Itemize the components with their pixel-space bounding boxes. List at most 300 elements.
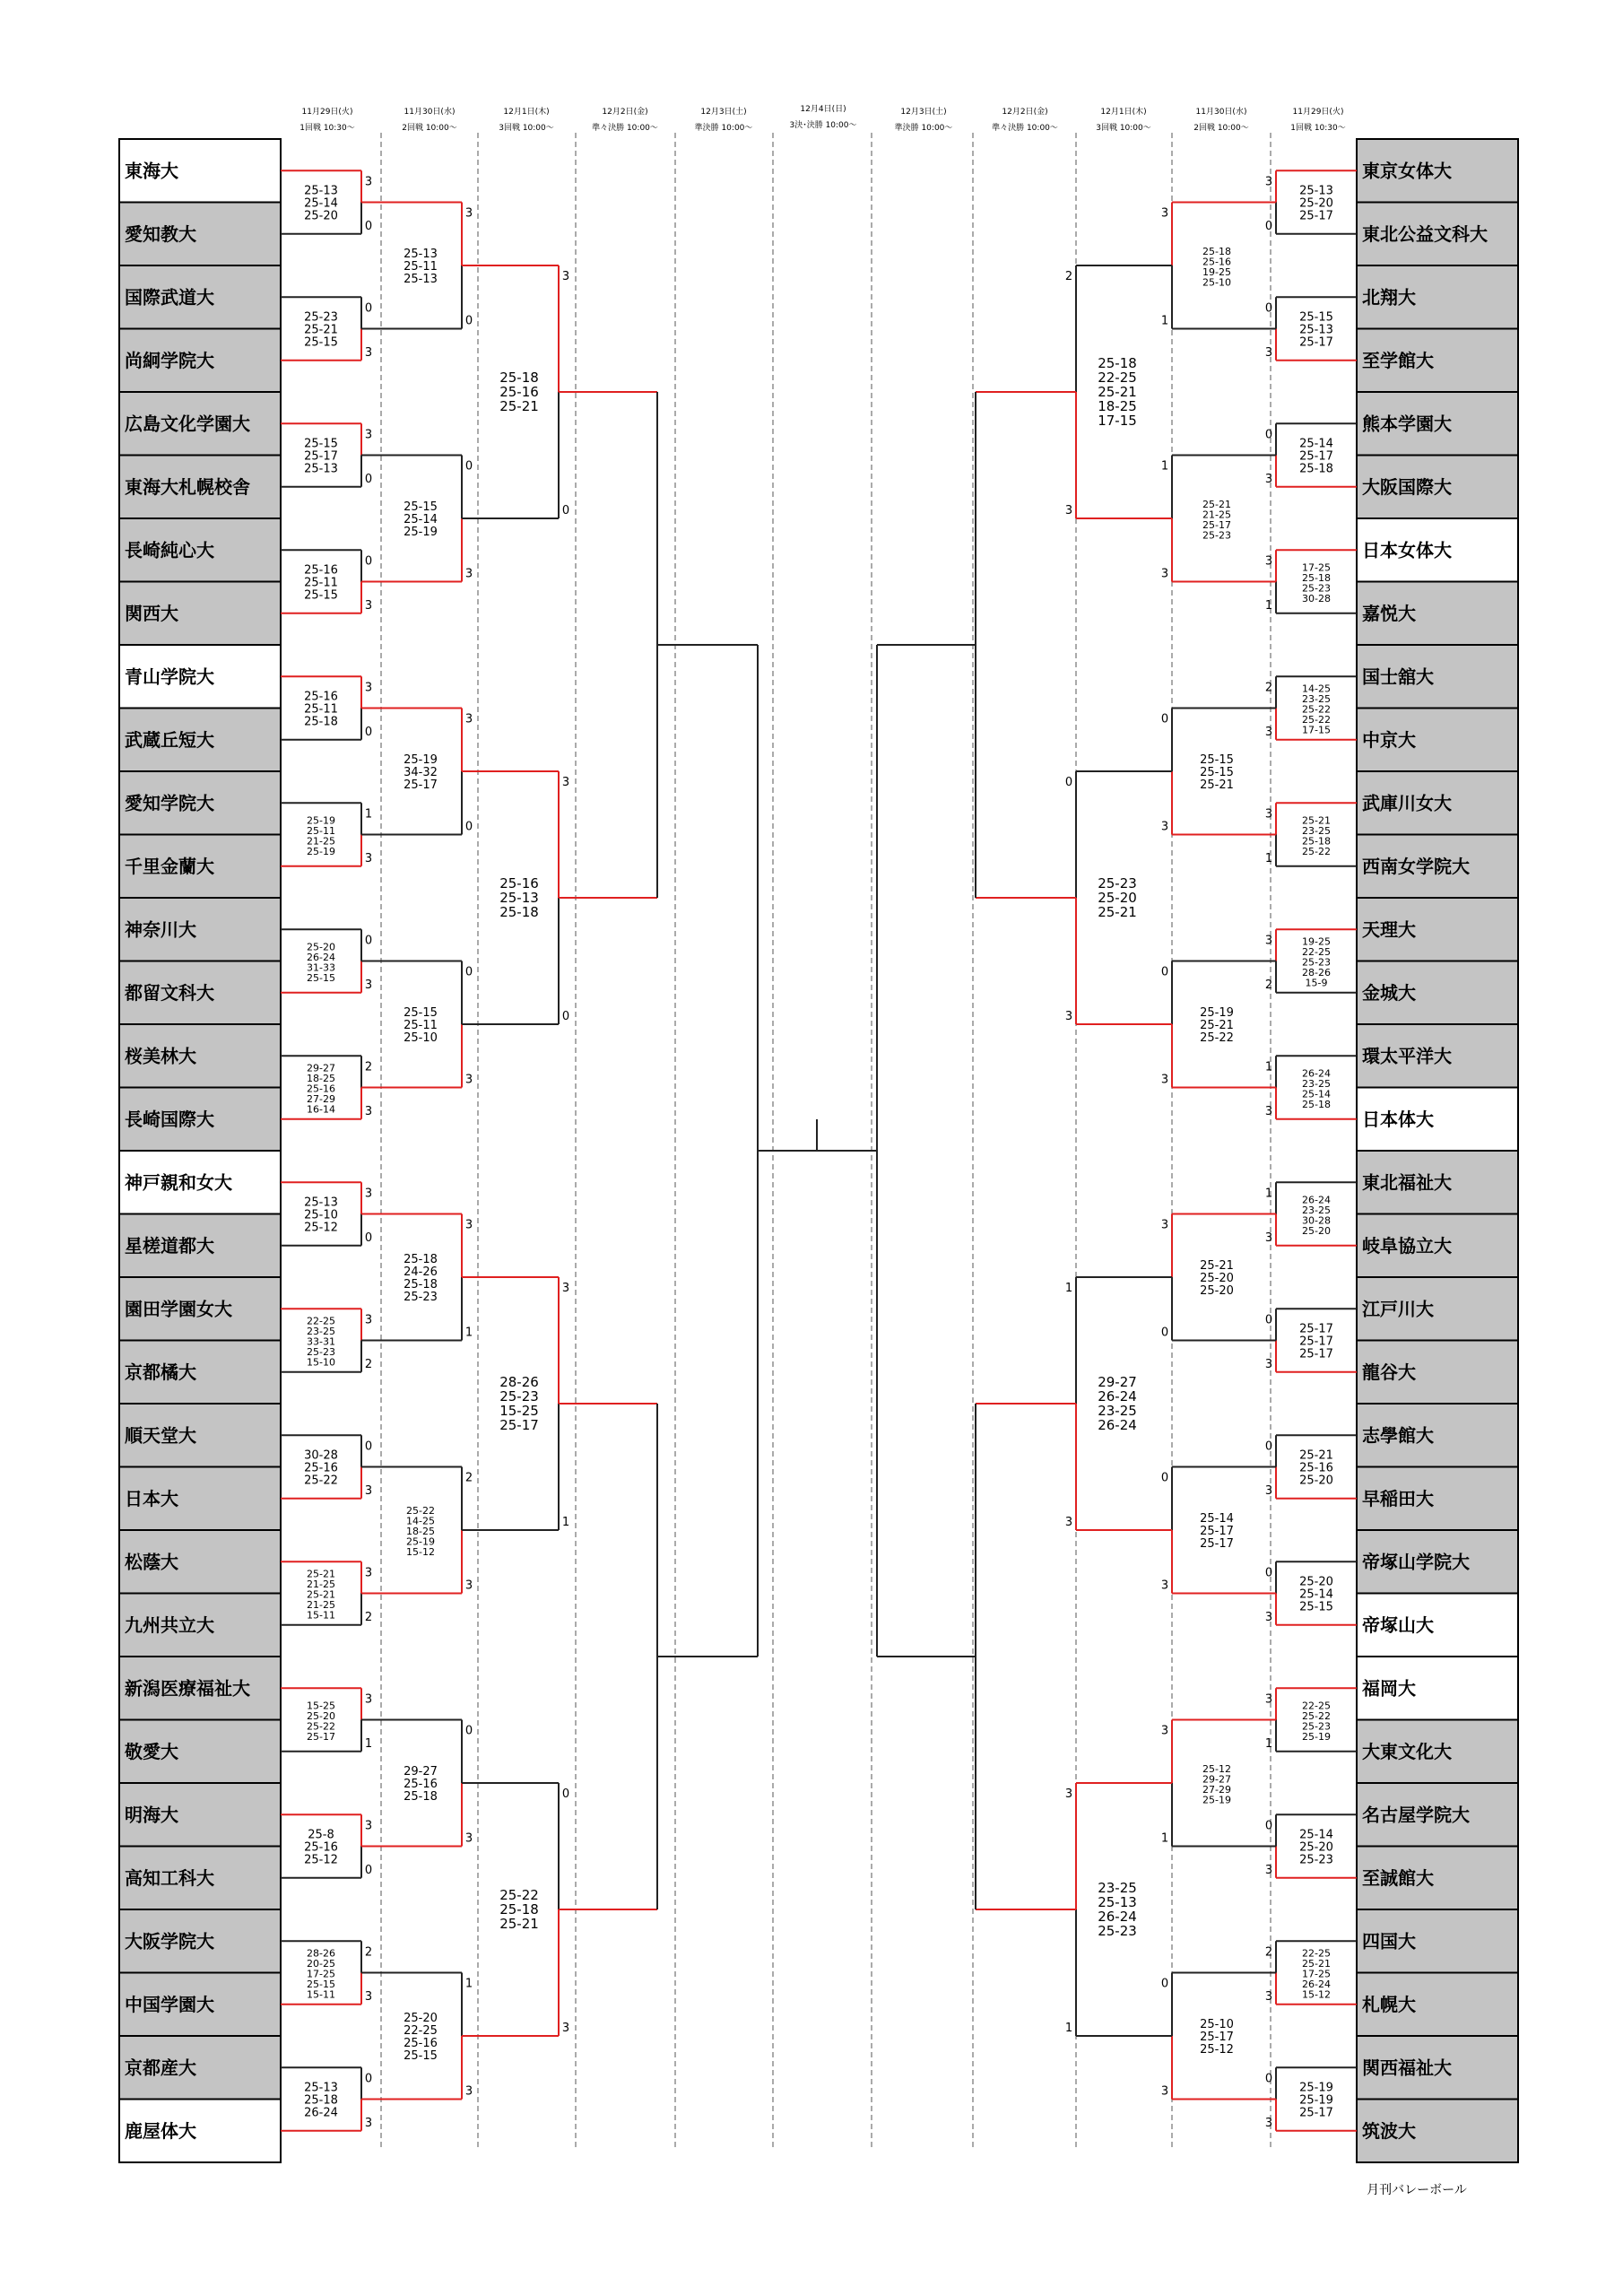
set-result: 0 xyxy=(364,2072,373,2086)
set-result: 3 xyxy=(1264,1692,1273,1707)
set-result: 3 xyxy=(1064,504,1073,517)
set-result: 3 xyxy=(1264,1863,1273,1877)
team-name: 東海大札幌校舎 xyxy=(125,475,250,498)
set-score: 25-19 xyxy=(1302,1730,1331,1743)
set-score: 23-25 xyxy=(1302,824,1331,837)
set-result: 1 xyxy=(561,1516,570,1529)
team-name: 大阪国際大 xyxy=(1362,475,1452,498)
team-name: 神奈川大 xyxy=(125,918,196,941)
set-result: 0 xyxy=(1064,776,1073,789)
set-score: 25-18 xyxy=(1299,462,1333,476)
set-score: 25-23 xyxy=(1302,582,1331,595)
set-score: 25-17 xyxy=(1299,449,1333,464)
set-result: 3 xyxy=(364,428,373,442)
team-name: 龍谷大 xyxy=(1362,1361,1416,1383)
set-result: 2 xyxy=(1264,681,1273,695)
set-result: 0 xyxy=(1160,1326,1169,1340)
set-score: 25-21 xyxy=(499,398,539,414)
set-score: 25-17 xyxy=(1299,1335,1333,1349)
set-score: 22-25 xyxy=(1302,1700,1331,1712)
team-name: 愛知学院大 xyxy=(125,792,214,814)
set-result: 0 xyxy=(464,965,473,979)
set-score: 25-18 xyxy=(1302,1098,1331,1110)
set-score: 25-15 xyxy=(1200,766,1234,779)
set-result: 3 xyxy=(1264,1104,1273,1118)
set-score: 25-16 xyxy=(304,1461,338,1475)
set-score: 25-17 xyxy=(1200,1537,1234,1551)
set-score: 25-23 xyxy=(307,1346,335,1358)
round-name: 3回戦 10:00～ xyxy=(499,124,554,133)
team-name: 都留文科大 xyxy=(125,981,214,1004)
set-score: 25-17 xyxy=(404,778,438,792)
set-score: 25-20 xyxy=(1299,1840,1333,1855)
team-name: 中京大 xyxy=(1362,728,1416,751)
team-name: 松蔭大 xyxy=(125,1551,178,1573)
team-name: 園田学園女大 xyxy=(125,1298,232,1320)
set-score: 31-33 xyxy=(307,961,335,974)
set-result: 1 xyxy=(1264,598,1273,613)
round-date: 11月29日(火) xyxy=(1292,108,1344,117)
round-date: 12月3日(土) xyxy=(900,108,947,117)
set-score: 25-22 xyxy=(1302,703,1331,716)
round-name: 準決勝 10:00～ xyxy=(694,124,753,133)
set-score: 25-17 xyxy=(304,449,338,464)
round-date: 11月30日(水) xyxy=(1195,108,1247,117)
set-score: 14-25 xyxy=(406,1515,435,1527)
set-result: 3 xyxy=(364,1989,373,2004)
team-name: 中国学園大 xyxy=(125,1993,214,2015)
set-result: 3 xyxy=(364,1313,373,1327)
set-result: 3 xyxy=(1264,1610,1273,1624)
set-result: 0 xyxy=(364,725,373,739)
round-date: 11月30日(水) xyxy=(404,108,456,117)
set-score: 25-11 xyxy=(304,576,338,590)
set-score: 25-18 xyxy=(1302,571,1331,584)
set-score: 25-13 xyxy=(1299,184,1333,198)
set-score: 25-21 xyxy=(1302,1958,1331,1970)
team-name: 明海大 xyxy=(125,1804,178,1826)
set-score: 25-12 xyxy=(1200,2043,1234,2057)
set-result: 3 xyxy=(464,2084,473,2099)
team-name: 国際武道大 xyxy=(125,286,214,309)
set-score: 26-24 xyxy=(304,2106,338,2120)
team-name: 神戸親和女大 xyxy=(125,1171,232,1194)
set-score: 29-27 xyxy=(1202,1773,1231,1786)
set-result: 3 xyxy=(1264,472,1273,486)
set-result: 0 xyxy=(1264,1566,1273,1580)
set-result: 0 xyxy=(1264,219,1273,233)
set-score: 25-20 xyxy=(1200,1284,1234,1298)
set-score: 25-21 xyxy=(1202,498,1231,510)
set-score: 25-22 xyxy=(307,1720,335,1733)
set-score: 25-18 xyxy=(1202,245,1231,257)
set-result: 3 xyxy=(1160,567,1169,581)
set-result: 0 xyxy=(1264,1313,1273,1327)
set-result: 3 xyxy=(364,1104,373,1118)
team-name: 武蔵丘短大 xyxy=(125,728,214,751)
set-score: 25-12 xyxy=(1202,1762,1231,1775)
set-score: 25-20 xyxy=(304,209,338,223)
set-score: 25-23 xyxy=(1302,956,1331,969)
set-result: 3 xyxy=(1264,725,1273,739)
set-result: 3 xyxy=(464,1218,473,1232)
set-result: 0 xyxy=(364,219,373,233)
set-result: 3 xyxy=(364,1187,373,1201)
set-score: 25-17 xyxy=(1200,2031,1234,2044)
set-score: 28-26 xyxy=(1302,967,1331,978)
set-score: 15-11 xyxy=(307,1609,335,1622)
set-score: 25-13 xyxy=(1098,1894,1137,1910)
team-name: 愛知教大 xyxy=(125,222,196,245)
set-score: 26-24 xyxy=(1302,1194,1331,1206)
set-score: 25-23 xyxy=(1098,1923,1137,1939)
set-score: 15-25 xyxy=(307,1700,335,1712)
round-date: 12月1日(木) xyxy=(503,108,550,117)
set-result: 1 xyxy=(1160,459,1169,474)
team-name: 鹿屋体大 xyxy=(125,2119,196,2142)
set-score: 27-29 xyxy=(1202,1783,1231,1796)
set-score: 25-21 xyxy=(1098,904,1137,920)
set-score: 17-25 xyxy=(307,1968,335,1980)
set-score: 27-29 xyxy=(307,1093,335,1105)
set-result: 1 xyxy=(1160,1831,1169,1846)
set-result: 3 xyxy=(1264,807,1273,822)
set-result: 2 xyxy=(364,1357,373,1371)
set-score: 15-11 xyxy=(307,1988,335,2001)
set-result: 3 xyxy=(1064,1787,1073,1801)
set-result: 0 xyxy=(464,1724,473,1738)
set-score: 17-25 xyxy=(1302,561,1331,574)
set-score: 25-16 xyxy=(404,1778,438,1791)
set-score: 17-25 xyxy=(1302,1968,1331,1980)
set-score: 25-22 xyxy=(1200,1031,1234,1045)
set-score: 25-14 xyxy=(404,513,438,526)
set-score: 25-8 xyxy=(308,1828,334,1842)
set-result: 0 xyxy=(364,1863,373,1877)
set-result: 3 xyxy=(464,712,473,726)
set-score: 18-25 xyxy=(406,1526,435,1537)
set-result: 3 xyxy=(464,567,473,581)
round-name: 準決勝 10:00～ xyxy=(894,124,953,133)
set-score: 25-10 xyxy=(1202,276,1231,289)
set-score: 25-13 xyxy=(304,184,338,198)
set-result: 3 xyxy=(1064,1516,1073,1529)
set-result: 3 xyxy=(561,776,570,789)
set-result: 3 xyxy=(1160,1724,1169,1738)
set-score: 25-19 xyxy=(1299,2081,1333,2095)
set-score: 25-16 xyxy=(499,875,539,891)
set-result: 0 xyxy=(464,314,473,328)
set-score: 25-16 xyxy=(304,1840,338,1855)
team-name: 東北福祉大 xyxy=(1362,1171,1452,1194)
team-name: 北翔大 xyxy=(1362,286,1416,309)
set-score: 25-20 xyxy=(404,2012,438,2025)
team-name: 長崎国際大 xyxy=(125,1108,214,1130)
set-result: 3 xyxy=(1160,1073,1169,1087)
set-result: 1 xyxy=(464,1326,473,1340)
team-name: 早稲田大 xyxy=(1362,1487,1434,1509)
set-score: 25-21 xyxy=(499,1916,539,1932)
team-name: 西南女学院大 xyxy=(1362,855,1470,877)
set-score: 25-15 xyxy=(1200,753,1234,767)
team-name: 志學館大 xyxy=(1362,1424,1434,1447)
set-score: 23-25 xyxy=(1302,1204,1331,1216)
team-name: 日本大 xyxy=(125,1487,178,1509)
set-score: 25-15 xyxy=(1299,310,1333,325)
set-result: 0 xyxy=(1160,965,1169,979)
set-score: 29-27 xyxy=(404,1765,438,1779)
set-result: 3 xyxy=(561,1282,570,1295)
set-result: 1 xyxy=(464,1977,473,1991)
set-result: 3 xyxy=(464,1578,473,1593)
set-score: 25-19 xyxy=(404,753,438,767)
set-score: 25-15 xyxy=(404,2049,438,2063)
set-result: 0 xyxy=(1160,1471,1169,1485)
set-score: 25-16 xyxy=(499,384,539,400)
set-result: 0 xyxy=(364,1439,373,1454)
set-score: 18-25 xyxy=(307,1073,335,1084)
set-score: 25-14 xyxy=(1299,1587,1333,1602)
set-score: 25-19 xyxy=(406,1535,435,1548)
set-result: 0 xyxy=(464,820,473,834)
set-score: 22-25 xyxy=(307,1315,335,1327)
team-name: 名古屋学院大 xyxy=(1362,1804,1470,1826)
set-score: 25-15 xyxy=(307,971,335,984)
set-result: 2 xyxy=(1064,270,1073,283)
set-result: 3 xyxy=(464,1073,473,1087)
team-name: 嘉悦大 xyxy=(1362,602,1416,624)
set-score: 25-16 xyxy=(307,1083,335,1095)
set-score: 29-27 xyxy=(1098,1374,1137,1390)
team-name: 順天堂大 xyxy=(125,1424,196,1447)
set-score: 26-24 xyxy=(307,951,335,963)
set-result: 3 xyxy=(364,978,373,992)
set-result: 0 xyxy=(1264,2072,1273,2086)
set-score: 19-25 xyxy=(1202,265,1231,278)
set-score: 25-13 xyxy=(404,273,438,286)
set-result: 1 xyxy=(1264,1187,1273,1201)
set-score: 30-28 xyxy=(1302,1214,1331,1227)
team-name: 東海大 xyxy=(125,160,178,182)
set-score: 25-13 xyxy=(304,1196,338,1210)
set-result: 3 xyxy=(364,2116,373,2130)
team-name: 星槎道都大 xyxy=(125,1234,214,1257)
team-name: 大阪学院大 xyxy=(125,1930,214,1952)
set-score: 25-19 xyxy=(404,526,438,539)
set-score: 25-20 xyxy=(1299,1474,1333,1488)
set-score: 25-23 xyxy=(1098,875,1137,891)
set-score: 25-15 xyxy=(404,1006,438,1020)
set-score: 25-18 xyxy=(404,1790,438,1804)
round-name: 準々決勝 10:00～ xyxy=(992,124,1058,133)
set-score: 25-21 xyxy=(307,1588,335,1601)
round-date: 12月3日(土) xyxy=(700,108,747,117)
set-result: 3 xyxy=(364,345,373,360)
set-result: 3 xyxy=(1160,820,1169,834)
set-score: 25-18 xyxy=(304,2093,338,2108)
set-score: 25-18 xyxy=(1098,355,1137,371)
set-result: 0 xyxy=(364,1231,373,1245)
set-score: 25-13 xyxy=(1299,323,1333,337)
team-name: 青山学院大 xyxy=(125,665,214,688)
set-score: 25-18 xyxy=(1302,835,1331,848)
set-score: 25-13 xyxy=(304,2081,338,2095)
set-score: 25-10 xyxy=(1200,2018,1234,2031)
set-score: 25-19 xyxy=(1202,1794,1231,1806)
set-result: 3 xyxy=(1160,1218,1169,1232)
set-result: 1 xyxy=(1064,1282,1073,1295)
set-score: 34-32 xyxy=(404,766,438,779)
team-name: 新潟医療福祉大 xyxy=(125,1677,250,1700)
set-score: 15-25 xyxy=(499,1403,539,1419)
set-score: 25-18 xyxy=(499,370,539,386)
set-score: 25-16 xyxy=(304,563,338,578)
set-score: 25-17 xyxy=(499,1417,539,1433)
set-score: 23-25 xyxy=(1098,1880,1137,1896)
set-score: 15-12 xyxy=(406,1546,435,1558)
set-score: 25-18 xyxy=(404,1278,438,1292)
team-name: 江戸川大 xyxy=(1362,1298,1434,1320)
team-name: 至学館大 xyxy=(1362,349,1434,371)
team-name: 帝塚山学院大 xyxy=(1362,1551,1470,1573)
team-name: 至誠館大 xyxy=(1362,1866,1434,1889)
set-result: 3 xyxy=(464,206,473,221)
set-result: 3 xyxy=(561,270,570,283)
set-score: 25-18 xyxy=(404,1253,438,1266)
set-score: 26-24 xyxy=(1302,1979,1331,1990)
round-name: 1回戦 10:30～ xyxy=(1290,124,1346,133)
set-score: 25-17 xyxy=(1299,2106,1333,2120)
set-score: 23-25 xyxy=(307,1326,335,1337)
set-result: 3 xyxy=(364,1566,373,1580)
publisher-credit: 月刊バレーボール xyxy=(1367,2183,1467,2197)
set-score: 25-23 xyxy=(1302,1720,1331,1733)
set-result: 0 xyxy=(561,1010,570,1023)
set-result: 0 xyxy=(1264,301,1273,316)
set-result: 1 xyxy=(1064,2022,1073,2035)
set-result: 1 xyxy=(364,807,373,822)
set-result: 3 xyxy=(364,851,373,865)
set-score: 26-24 xyxy=(1098,1388,1137,1405)
set-result: 0 xyxy=(1264,1819,1273,1833)
set-result: 0 xyxy=(364,301,373,316)
team-name: 筑波大 xyxy=(1362,2119,1416,2142)
set-score: 25-15 xyxy=(404,500,438,514)
set-result: 0 xyxy=(1160,712,1169,726)
set-result: 3 xyxy=(364,681,373,695)
set-score: 22-25 xyxy=(1098,370,1137,386)
set-result: 2 xyxy=(364,1945,373,1960)
set-result: 3 xyxy=(464,1831,473,1846)
team-name: 札幌大 xyxy=(1362,1993,1416,2015)
set-score: 25-13 xyxy=(304,462,338,476)
set-score: 25-23 xyxy=(1299,1853,1333,1867)
set-result: 3 xyxy=(364,1483,373,1498)
team-name: 桜美林大 xyxy=(125,1045,196,1067)
set-score: 25-16 xyxy=(404,2037,438,2050)
team-name: 日本体大 xyxy=(1362,1108,1434,1130)
set-score: 25-11 xyxy=(304,702,338,717)
team-name: 九州共立大 xyxy=(125,1613,214,1636)
set-score: 25-14 xyxy=(1299,437,1333,451)
round-name: 2回戦 10:00～ xyxy=(402,124,457,133)
set-result: 1 xyxy=(1264,1736,1273,1751)
team-name: 広島文化学園大 xyxy=(125,413,250,435)
set-score: 25-12 xyxy=(304,1853,338,1867)
set-score: 25-17 xyxy=(1299,209,1333,223)
set-score: 25-22 xyxy=(304,1474,338,1488)
round-name: 2回戦 10:00～ xyxy=(1193,124,1249,133)
set-score: 28-26 xyxy=(499,1374,539,1390)
set-score: 22-25 xyxy=(1302,1947,1331,1960)
set-score: 21-25 xyxy=(1202,509,1231,521)
set-score: 25-13 xyxy=(499,890,539,906)
set-score: 25-22 xyxy=(1302,1709,1331,1722)
set-score: 30-28 xyxy=(304,1448,338,1463)
team-name: 武庫川女大 xyxy=(1362,792,1452,814)
set-score: 25-22 xyxy=(406,1505,435,1517)
team-name: 熊本学園大 xyxy=(1362,413,1452,435)
team-name: 天理大 xyxy=(1362,918,1416,941)
set-score: 16-14 xyxy=(307,1103,335,1116)
set-result: 3 xyxy=(364,598,373,613)
set-score: 17-15 xyxy=(1302,724,1331,736)
set-result: 3 xyxy=(1160,206,1169,221)
set-score: 30-28 xyxy=(1302,592,1331,604)
set-score: 25-18 xyxy=(304,715,338,729)
set-score: 25-21 xyxy=(1299,1448,1333,1463)
set-score: 17-15 xyxy=(1098,413,1137,429)
round-date: 12月1日(木) xyxy=(1100,108,1147,117)
set-score: 26-24 xyxy=(1098,1909,1137,1925)
set-score: 25-15 xyxy=(304,335,338,350)
set-result: 3 xyxy=(1264,345,1273,360)
team-name: 尚絅学院大 xyxy=(125,349,214,371)
set-score: 25-20 xyxy=(1302,1224,1331,1237)
team-name: 京都橘大 xyxy=(125,1361,196,1383)
team-name: 関西福祉大 xyxy=(1362,2057,1452,2079)
set-score: 25-20 xyxy=(307,1709,335,1722)
team-name: 長崎純心大 xyxy=(125,539,214,561)
team-name: 京都産大 xyxy=(125,2057,196,2079)
set-score: 19-25 xyxy=(1302,935,1331,948)
round-name: 1回戦 10:30～ xyxy=(299,124,355,133)
final-name: 3決･決勝 10:00～ xyxy=(789,121,857,130)
round-name: 準々決勝 10:00～ xyxy=(592,124,658,133)
set-score: 25-17 xyxy=(1299,335,1333,350)
set-score: 20-25 xyxy=(307,1958,335,1970)
team-name: 関西大 xyxy=(125,602,178,624)
team-name: 千里金蘭大 xyxy=(125,855,214,877)
set-score: 25-21 xyxy=(1200,1259,1234,1273)
set-score: 25-14 xyxy=(1299,1828,1333,1842)
set-score: 25-16 xyxy=(1299,1461,1333,1475)
set-score: 21-25 xyxy=(307,1578,335,1590)
set-result: 0 xyxy=(1160,1977,1169,1991)
set-score: 25-19 xyxy=(1299,2093,1333,2108)
set-result: 2 xyxy=(1264,1945,1273,1960)
set-score: 25-15 xyxy=(307,1979,335,1990)
set-result: 3 xyxy=(1264,1357,1273,1371)
set-result: 3 xyxy=(1264,554,1273,569)
set-score: 25-17 xyxy=(307,1730,335,1743)
set-score: 25-14 xyxy=(304,196,338,211)
set-score: 25-21 xyxy=(304,323,338,337)
set-score: 25-20 xyxy=(1098,890,1137,906)
set-score: 23-25 xyxy=(1098,1403,1137,1419)
set-score: 25-21 xyxy=(1200,778,1234,792)
set-score: 25-16 xyxy=(1202,256,1231,268)
